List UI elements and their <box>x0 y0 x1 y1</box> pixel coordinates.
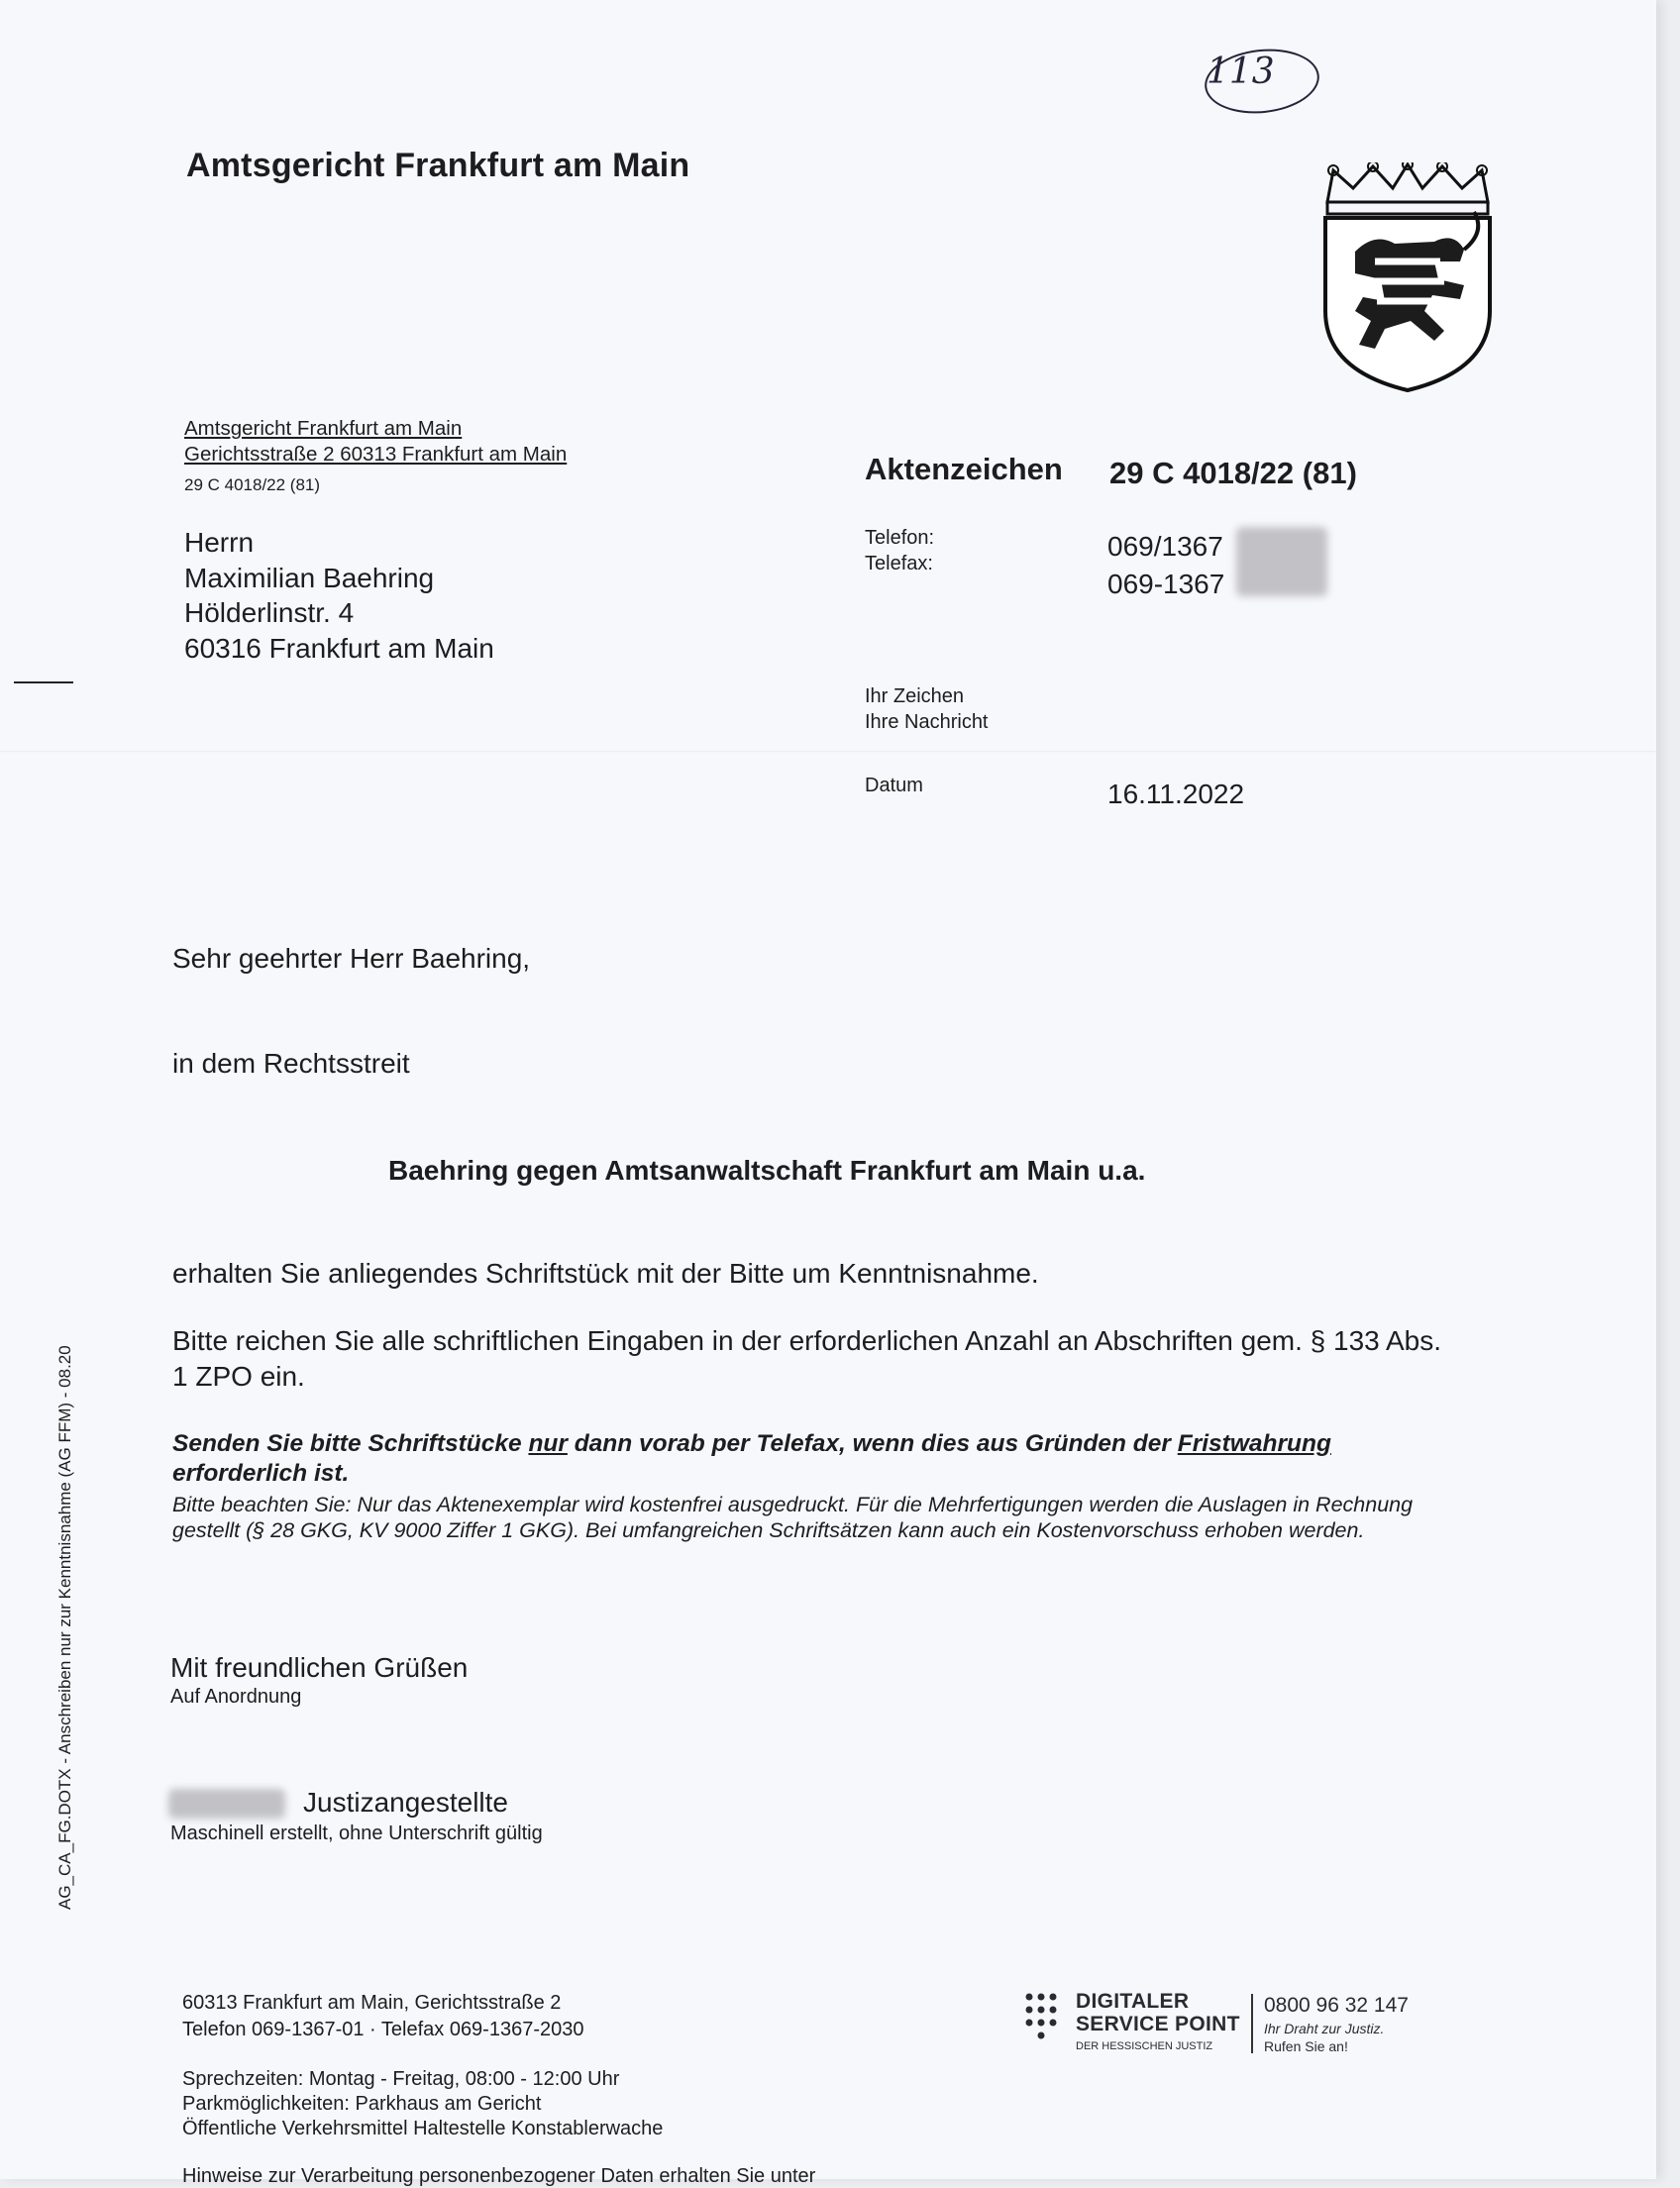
fax-notice <box>172 1429 1450 1489</box>
fax-notice-part2: dann vorab per Telefax, wenn dies aus Gründen der <box>567 1430 1178 1457</box>
hesse-coat-of-arms-icon <box>1315 162 1500 392</box>
closing-greeting: Mit freundlichen Grüßen <box>170 1652 469 1683</box>
fax-notice-emphasis: nur <box>528 1430 568 1457</box>
footer-privacy-cutoff: Hinweise zur Verarbeitung personenbezogener Daten erhalten Sie unter <box>182 2165 816 2187</box>
body-paragraph-2: Bitte reichen Sie alle schriftlichen Eingaben in der erforderlichen Anzahl an Abschriften gem. § 133 Abs. 1 ZPO ein. <box>172 1325 1441 1392</box>
redacted-signer-name <box>168 1789 285 1819</box>
return-address-ref: 29 C 4018/22 (81) <box>184 475 321 494</box>
letter-salutation: Sehr geehrter Herr Baehring, <box>172 943 531 974</box>
telefon-value: 069/1367 <box>1107 531 1223 562</box>
service-point-slogan1: Ihr Draht zur Justiz. <box>1264 2021 1385 2036</box>
footer-transit: Öffentliche Verkehrsmittel Haltestelle Konstablerwache <box>182 2118 664 2139</box>
machine-note: Maschinell erstellt, ohne Unterschrift gültig <box>170 1823 543 1844</box>
footer-info <box>182 2067 663 2141</box>
telefon-label: Telefon: <box>865 527 935 549</box>
ihr-zeichen-label: Ihr Zeichen <box>865 685 965 707</box>
service-point-line3: DER HESSISCHEN JUSTIZ <box>1076 2040 1213 2052</box>
body-paragraph-1: erhalten Sie anliegendes Schriftstück mit der Bitte um Kenntnisnahme. <box>172 1258 1039 1289</box>
service-point-slogan2: Rufen Sie an! <box>1264 2038 1348 2054</box>
closing-order: Auf Anordnung <box>170 1686 302 1708</box>
telefax-value: 069-1367 <box>1107 569 1225 599</box>
paper-fold <box>0 751 1656 753</box>
return-address-line1: Amtsgericht Frankfurt am Main <box>184 417 463 440</box>
service-point-dots-icon <box>1024 1992 1064 2051</box>
service-point-line1: DIGITALER <box>1076 1990 1190 2013</box>
recipient-name: Maximilian Baehring <box>184 562 435 593</box>
recipient-street: Hölderlinstr. 4 <box>184 597 355 628</box>
footer-phone: Telefon 069-1367-01 · Telefax 069-1367-2030 <box>182 2019 584 2040</box>
service-point-line2: SERVICE POINT <box>1076 2013 1240 2035</box>
fold-mark <box>14 681 73 683</box>
signer-role: Justizangestellte <box>303 1787 509 1818</box>
telefax-label: Telefax: <box>865 553 933 574</box>
aktenzeichen-label: Aktenzeichen <box>865 452 1063 486</box>
datum-value: 16.11.2022 <box>1107 779 1245 809</box>
return-address <box>184 416 567 468</box>
return-address-line2: Gerichtsstraße 2 60313 Frankfurt am Main <box>184 443 568 466</box>
recipient-salutation: Herrn <box>184 527 255 558</box>
footer-contact <box>182 1990 584 2043</box>
ihre-nachricht-label: Ihre Nachricht <box>865 711 989 733</box>
cost-notice: Bitte beachten Sie: Nur das Aktenexemplar wird kostenfrei ausgedruckt. Für die Mehrfertigungen werden die Auslagen in Rechnung gestellt (§ 28 GKG, KV 9000 Ziffer 1 GKG). Bei umfangreichen Schriftsätzen kann auch ein Kostenvorschuss erhoben werden. <box>172 1493 1414 1542</box>
footer-parking: Parkmöglichkeiten: Parkhaus am Gericht <box>182 2093 542 2115</box>
fax-notice-part1: Senden Sie bitte Schriftstücke <box>172 1430 529 1457</box>
service-point-phone: 0800 96 32 147 <box>1264 1994 1409 2017</box>
court-title: Amtsgericht Frankfurt am Main <box>186 147 690 184</box>
footer-address: 60313 Frankfurt am Main, Gerichtsstraße 2 <box>182 1992 562 2014</box>
page-number-stamp: 113 <box>1207 52 1275 92</box>
template-side-text: AG_CA_FG.DOTX - Anschreiben nur zur Kenntnisnahme (AG FFM) - 08.20 <box>55 1345 74 1910</box>
datum-label: Datum <box>865 775 923 796</box>
case-title: Baehring gegen Amtsanwaltschaft Frankfurt am Main u.a. <box>388 1155 1146 1186</box>
service-point-divider <box>1251 1994 1253 2053</box>
redacted-extension <box>1236 527 1327 596</box>
recipient-address <box>184 525 494 666</box>
intro-text: in dem Rechtsstreit <box>172 1048 410 1079</box>
recipient-city: 60316 Frankfurt am Main <box>184 632 494 664</box>
fax-notice-part3: erforderlich ist. <box>172 1460 350 1487</box>
footer-hours: Sprechzeiten: Montag - Freitag, 08:00 - 12:00 Uhr <box>182 2068 620 2090</box>
aktenzeichen-value: 29 C 4018/22 (81) <box>1109 456 1357 490</box>
fax-notice-fristwahrung: Fristwahrung <box>1177 1430 1331 1457</box>
